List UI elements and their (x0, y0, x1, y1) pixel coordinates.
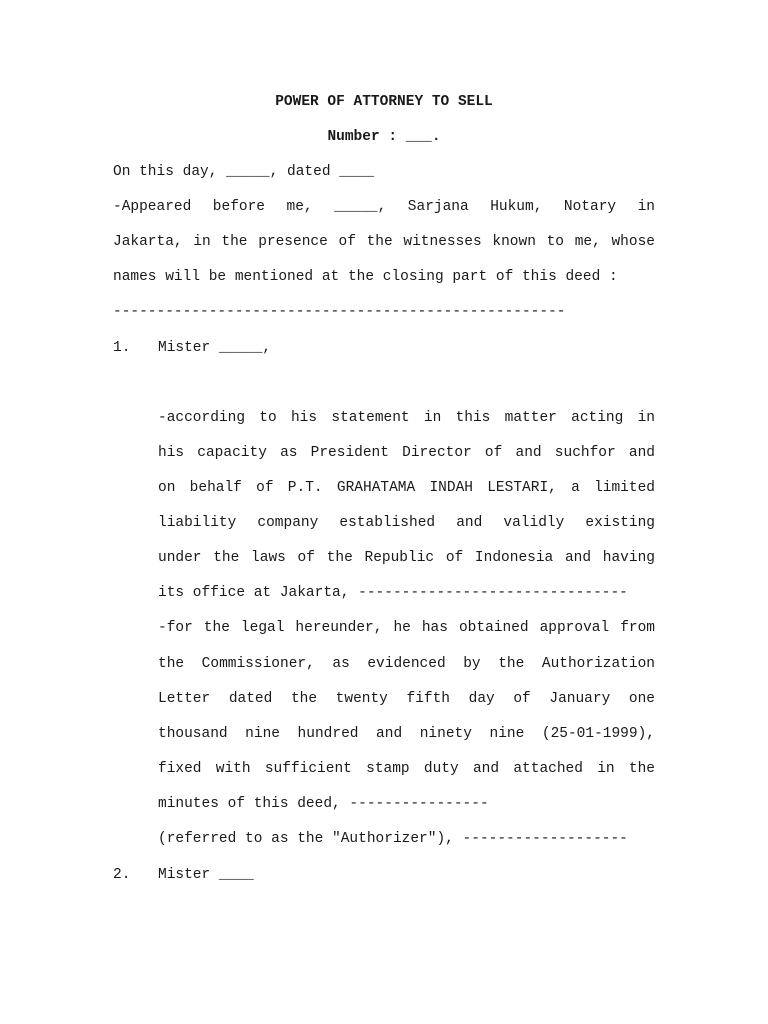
intro-line: On this day, _____, dated ____ (113, 164, 375, 180)
party-2-name: Mister ____ (158, 867, 254, 883)
party-1-body-line: thousand nine hundred and ninety nine (25-01-1999), (158, 726, 655, 742)
party-1-body-line: liability company established and validly existing (158, 515, 655, 531)
party-1-body-line: -for the legal hereunder, he has obtained approval from (158, 620, 655, 636)
authorizer-reference: (referred to as the "Authorizer"), ------------------- (158, 831, 628, 847)
party-1-body-line: Letter dated the twenty fifth day of January one (158, 691, 655, 707)
party-1-body-line: fixed with sufficient stamp duty and attached in the (158, 761, 655, 777)
party-1-body-line: under the laws of the Republic of Indonesia and having (158, 550, 655, 566)
document-number: Number : ___. (327, 129, 441, 145)
separator-line: ---------------------------------------------------- (113, 304, 566, 320)
appeared-line-3: names will be mentioned at the closing part of this deed : (113, 269, 618, 285)
party-1-body-line: -according to his statement in this matter acting in (158, 410, 655, 426)
appeared-line-1: -Appeared before me, _____, Sarjana Hukum, Notary in (113, 199, 655, 215)
party-2-number: 2. (113, 867, 131, 883)
party-1-number: 1. (113, 340, 131, 356)
party-1-body-line: on behalf of P.T. GRAHATAMA INDAH LESTARI, a limited (158, 480, 655, 496)
party-1-body-line: its office at Jakarta, ------------------------------- (158, 585, 628, 601)
document-title: POWER OF ATTORNEY TO SELL (275, 94, 493, 110)
party-1-body-line: the Commissioner, as evidenced by the Authorization (158, 656, 655, 672)
party-1-body-line: minutes of this deed, ---------------- (158, 796, 489, 812)
party-1-body-line: his capacity as President Director of and suchfor and (158, 445, 655, 461)
appeared-line-2: Jakarta, in the presence of the witnesses known to me, whose (113, 234, 655, 250)
party-1-name: Mister _____, (158, 340, 272, 356)
